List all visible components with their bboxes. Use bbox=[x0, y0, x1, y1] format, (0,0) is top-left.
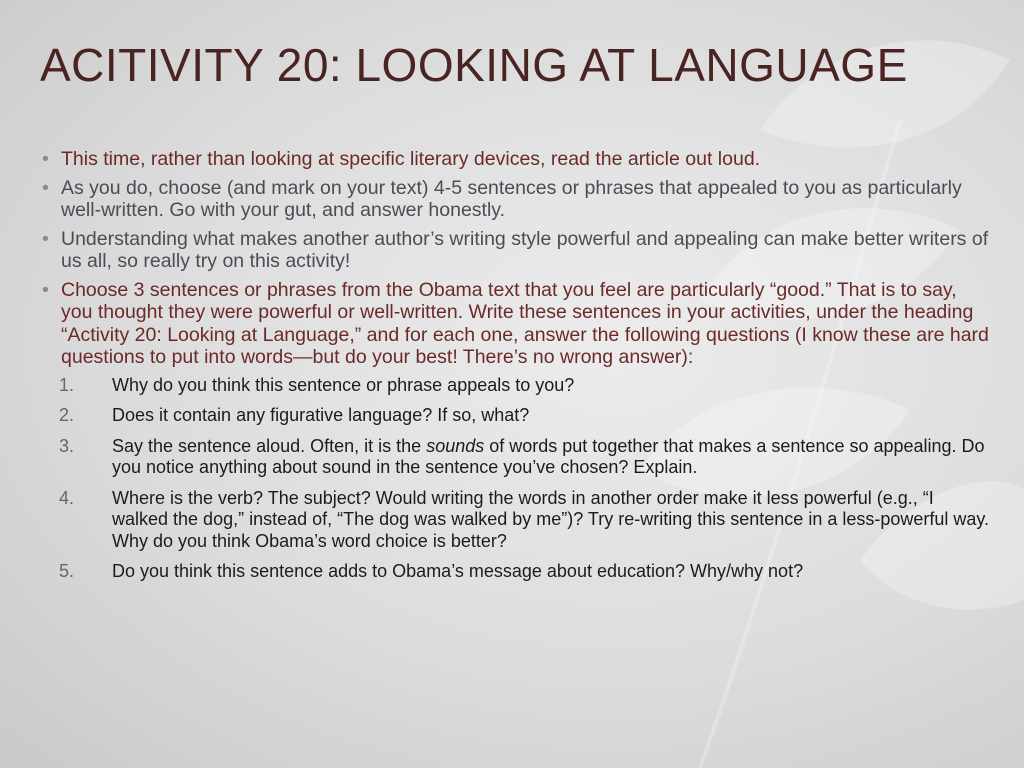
question-number: 4. bbox=[59, 487, 75, 508]
slide-body bbox=[42, 148, 992, 592]
question-text-after: of words put together that makes a sentence so appealing. Do you notice anything about sound in the sentence you’ve chosen? Explain. bbox=[112, 435, 985, 477]
bullet-marker: • bbox=[42, 278, 49, 301]
bullet-item-read-aloud bbox=[42, 148, 992, 171]
bullet-list bbox=[42, 148, 992, 369]
question-item-2 bbox=[42, 405, 992, 427]
slide-title: ACITIVITY 20: LOOKING AT LANGUAGE bbox=[40, 39, 908, 91]
bullet-marker: • bbox=[42, 176, 49, 199]
bullet-text: This time, rather than looking at specific literary devices, read the article out loud. bbox=[61, 148, 761, 170]
question-text: Why do you think this sentence or phrase appeals to you? bbox=[112, 374, 575, 395]
question-text: Where is the verb? The subject? Would writing the words in another order make it less powerful (e.g., “I walked the dog,” instead of, “The dog was walked by me”)? Try re-writing this sentence in a less-powerful way. Why do you think Obama’s word choice is better? bbox=[112, 487, 990, 551]
question-number: 2. bbox=[59, 405, 75, 425]
bullet-text: As you do, choose (and mark on your text) 4-5 sentences or phrases that appealed to you as particularly well-written. Go with your gut, and answer honestly. bbox=[61, 176, 962, 221]
bullet-item-choose-sentences bbox=[42, 177, 992, 222]
question-number: 1. bbox=[59, 374, 75, 395]
question-item-3 bbox=[42, 436, 992, 479]
bullet-text: Choose 3 sentences or phrases from the Obama text that you feel are particularly “good.” That is to say, you thought they were powerful or well-written. Write these sentences in your activities, under the heading “Activity 20: Looking at Language,” and for each one, answer the following questions (I know these are hard questions to put into words—but do your best! There’s no wrong answer): bbox=[61, 278, 989, 368]
question-item-5 bbox=[42, 561, 992, 583]
bullet-text: Understanding what makes another author’s writing style powerful and appealing can make better writers of us all, so really try on this activity! bbox=[61, 227, 989, 272]
question-text bbox=[112, 436, 985, 478]
question-number: 3. bbox=[59, 435, 75, 456]
question-text-before: Say the sentence aloud. Often, it is the bbox=[112, 435, 427, 456]
question-text: Do you think this sentence adds to Obama’s message about education? Why/why not? bbox=[112, 561, 804, 581]
question-text: Does it contain any figurative language? If so, what? bbox=[112, 405, 530, 425]
question-number: 5. bbox=[59, 561, 75, 581]
question-item-4 bbox=[42, 488, 992, 553]
question-item-1 bbox=[42, 375, 992, 397]
bullet-marker: • bbox=[42, 148, 49, 170]
bullet-item-choose-three bbox=[42, 279, 992, 369]
question-emphasis: sounds bbox=[426, 435, 485, 456]
question-list bbox=[42, 375, 992, 583]
bullet-marker: • bbox=[42, 227, 49, 250]
bullet-item-writing-style bbox=[42, 228, 992, 273]
